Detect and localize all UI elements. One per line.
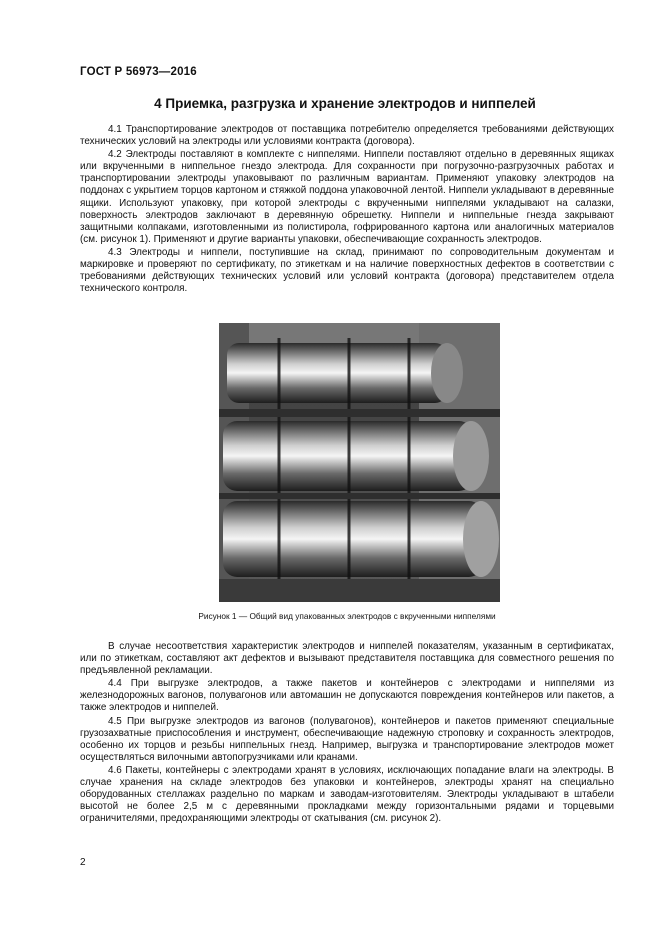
document-header: ГОСТ Р 56973—2016: [80, 66, 197, 78]
paragraph-4-5: 4.5 При выгрузке электродов из вагонов (полувагонов), контейнеров и пакетов применяют специальные грузозахватные приспособления и инструмент, обеспечивающие надежную строповку и сохранность электродов, особенно их торцов и резьбы ниппельных гнезд. Например, выгрузка и транспортирование электродов может осуществляться вилочными автопогрузчиками или кранами.: [80, 715, 614, 763]
paragraph-defects: В случае несоответствия характеристик электродов и ниппелей показателям, указанным в сертификатах, или по этикеткам, составляют акт дефектов и вызывают представителя поставщика для совместного решения по предъявленной рекламации.: [80, 641, 614, 677]
paragraph-4-6: 4.6 Пакеты, контейнеры с электродами хранят в условиях, исключающих попадание влаги на электроды. В случае хранения на складе электродов без упаковки и контейнеров, электроды хранят на специально оборудованных стеллажах раздельно по маркам и заводам-изготовителям. Электроды укладывают в штабели высотой не более 2,5 м с деревянными прокладками между горизонтальными рядами и торцевыми ограничителями, предохраняющими электроды от скатывания (см. рисунок 2).: [80, 764, 614, 825]
paragraph-4-4: 4.4 При выгрузке электродов, а также пакетов и контейнеров с электродами и ниппелями из железнодорожных вагонов, полувагонов или автомашин не допускаются повреждения контейнеров или пакетов, а также электродов и ниппелей.: [80, 678, 614, 714]
section-title: 4 Приемка, разгрузка и хранение электродов и ниппелей: [154, 96, 536, 111]
page-number: 2: [80, 857, 86, 868]
electrodes-photo: [219, 323, 500, 602]
electrodes-photo-graphic: [219, 323, 500, 602]
paragraph-4-1: 4.1 Транспортирование электродов от поставщика потребителю определяется требованиями действующих технических условий на электроды или условиями контракта (договора).: [80, 124, 614, 148]
paragraph-4-3: 4.3 Электроды и ниппели, поступившие на склад, принимают по сопроводительным документам и маркировке и проверяют по сертификату, по этикеткам и на наличие поверхностных дефектов в соответствии с требованиями действующих технических условий или условий контракта (договора) представителем отдела технического контроля.: [80, 246, 614, 295]
text-block-top: [80, 124, 614, 296]
text-block-bottom: [80, 641, 614, 826]
paragraph-4-2: 4.2 Электроды поставляют в комплекте с ниппелями. Ниппели поставляют отдельно в деревянных ящиках или вкрученными в ниппельное гнездо электрода. Для сохранности при погрузочно-разгрузочных работах и транспортировании электроды упаковывают по различным вариантам. Применяют упаковку электродов на поддонах с укрытием торцов картоном и стяжкой поддона упаковочной лентой. Ниппели укладывают в деревянные ящики. Используют упаковку, при которой электроды с вкрученными ниппелями укладывают на салазки, поверхность электродов заключают в деревянную обрешетку. Ниппели и ниппельные гнезда закрывают защитными колпаками, изготовленными из полистирола, гофрированного картона или аналогичных материалов (см. рисунок 1). Применяют и другие варианты упаковки, обеспечивающие сохранность электродов.: [80, 149, 614, 245]
figure-caption: Рисунок 1 — Общий вид упакованных электродов с вкрученными ниппелями: [198, 611, 496, 621]
